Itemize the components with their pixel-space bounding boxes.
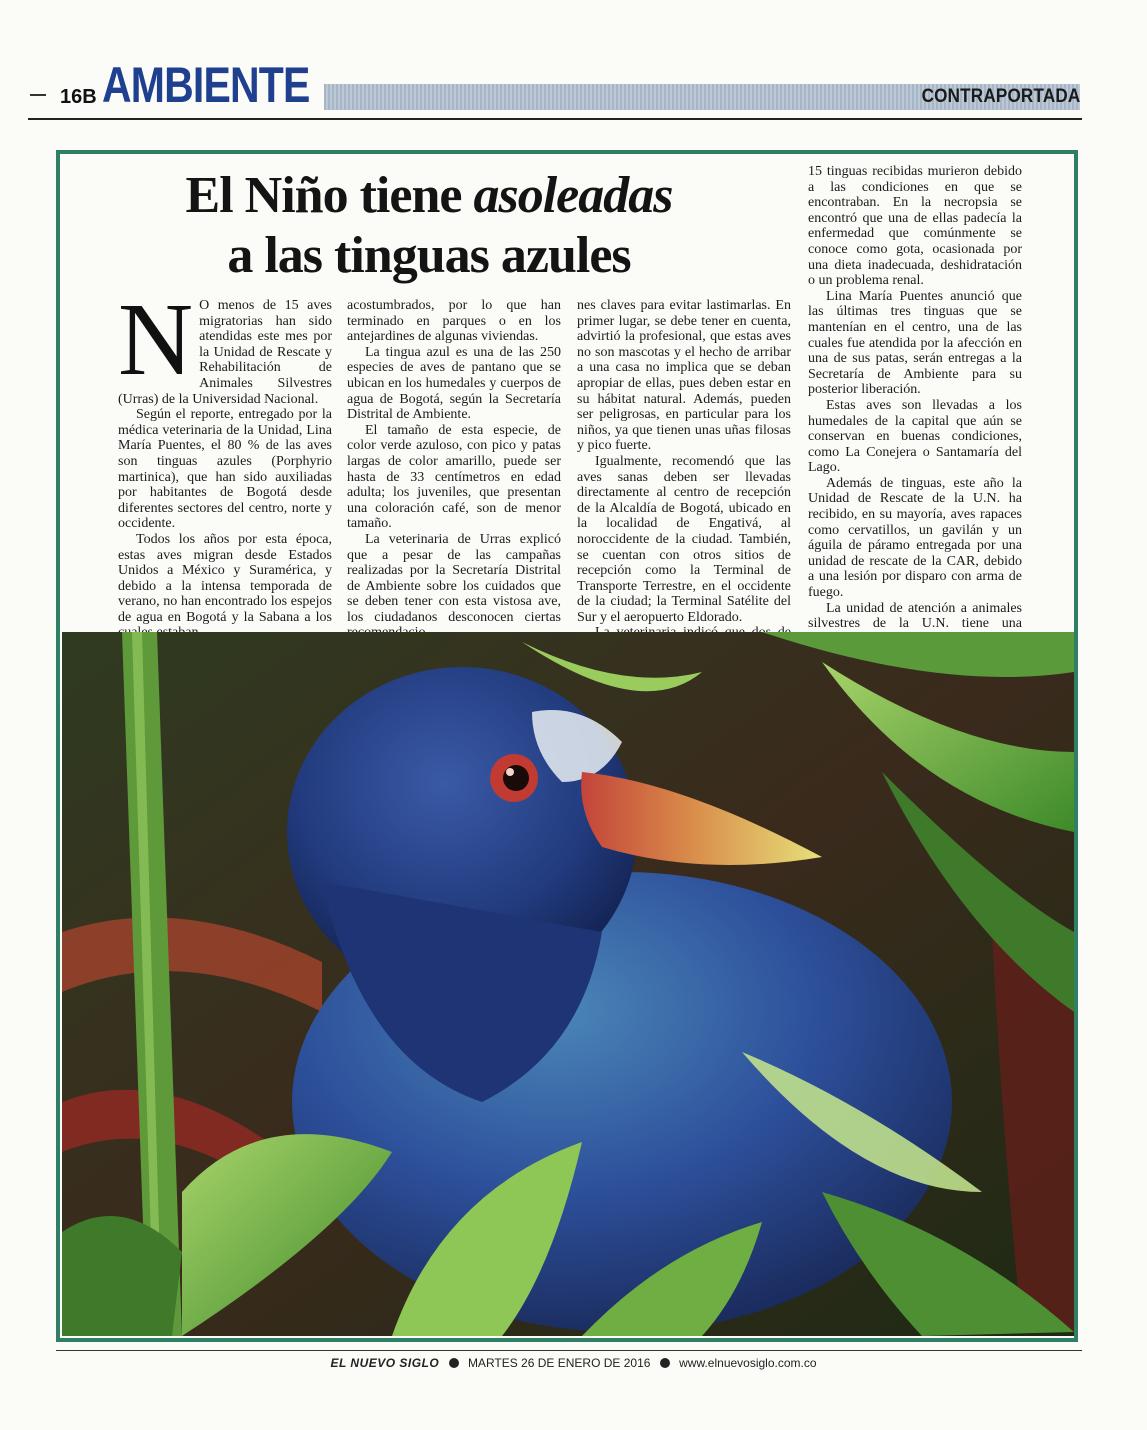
article-column-2 bbox=[347, 298, 561, 641]
section-tag: CONTRAPORTADA bbox=[921, 86, 1080, 107]
bird-photo bbox=[62, 632, 1074, 1336]
headline-part: El Niño tiene bbox=[185, 167, 462, 224]
article-column-3 bbox=[577, 298, 791, 657]
article-column-4 bbox=[808, 164, 1022, 663]
paragraph: Igualmente, recomendó que las aves sanas deben ser llevadas directamente al centro de recepción de la Alcaldía de Bogotá, ubicado en la localidad de Engativá, al noroccidente de la ciudad. También, se cuentan con otros sitios de recepción como la Terminal de Transporte Terrestre, en el occidente de la ciudad; la Terminal Satélite del Sur y el aeropuerto Eldorado. bbox=[577, 453, 791, 625]
paragraph: Estas aves son llevadas a los humedales de la capital que aún se conservan en buenas condiciones, como La Conejera o Santamaría del Lago. bbox=[808, 397, 1022, 476]
footer-date: MARTES 26 DE ENERO DE 2016 bbox=[467, 1356, 651, 1370]
paragraph: 15 tinguas recibidas murieron debido a las condiciones en que se encontraban. En la necropsia se encontró que una de ellas padecía la enfermedad que comúnmente se conoce como gota, ocasionada por una dieta inadecuada, deshidratación o un problema renal. bbox=[808, 164, 1022, 289]
page-header bbox=[28, 56, 1082, 120]
paragraph: O menos de 15 aves migratorias han sido atendidas este mes por la Unidad de Rescate y Rehabilitación de Animales Silvestres (Urras) de la Universidad Nacional. bbox=[118, 298, 332, 407]
footer-brand: EL NUEVO SIGLO bbox=[330, 1356, 440, 1370]
paragraph: nes claves para evitar lastimarlas. En primer lugar, se debe tener en cuenta, advirtió la profesional, que estas aves no son mascotas y el hecho de arribar a una casa no implica que se deban apropiar de ellas, pues deben estar en su hábitat natural. Además, pueden ser peligrosas, en particular para los niños, ya que tienen unas uñas filosas y pico fuerte. bbox=[577, 298, 791, 454]
paragraph: Además de tinguas, este año la Unidad de Rescate de la U.N. ha recibido, en su mayoría, aves rapaces como cervatillos, un gavilán y un águila de páramo entregada por una unidad de rescate de la CAR, debido a una lesión por disparo con arma de fuego. bbox=[808, 475, 1022, 601]
article-headline bbox=[64, 166, 794, 286]
paragraph: Según el reporte, entregado por la médica veterinaria de la Unidad, Lina María Puentes, el 80 % de las aves son tinguas azules (Porphyrio martinica), que han sido auxiliadas por habitantes de Bogotá desde diferentes sectores del centro, norte y occidente. bbox=[118, 407, 332, 532]
paragraph: Todos los años por esta época, estas aves migran desde Estados Unidos a México y Suramérica, y debido a la intensa temporada de verano, no han encontrado los espejos de agua en Bogotá y la Sabana a los bbox=[118, 531, 332, 625]
footer-rule bbox=[56, 1350, 1082, 1351]
paragraph: El tamaño de esta especie, de color verde azuloso, con pico y patas largas de color amarillo, puede ser hasta de 33 centímetros en edad adulta; los juveniles, que presentan una coloración café, son de menor tamaño. bbox=[347, 422, 561, 532]
section-title: AMBIENTE bbox=[102, 57, 310, 113]
drop-cap: N bbox=[118, 282, 194, 397]
headline-emphasis: asoleadas bbox=[473, 167, 673, 224]
paragraph: acostumbrados, por lo que han terminado en parques o en los antejardines de algunas viviendas. bbox=[347, 298, 561, 345]
footer-url[interactable]: www.elnuevosiglo.com.co bbox=[679, 1356, 817, 1370]
headline-line-2: a las tinguas azules bbox=[227, 227, 631, 284]
header-dash bbox=[30, 94, 46, 96]
paragraph: La tingua azul es una de las 250 especies de aves de pantano que se ubican en los humedales y cuerpos de agua de Bogotá, según la Secretaría Distrital de Ambiente. bbox=[347, 344, 561, 423]
bullet-icon bbox=[660, 1358, 670, 1368]
page-number: 16B bbox=[60, 86, 97, 108]
paragraph: La unidad de atención a animales silvestres de la U.N. tiene una bbox=[808, 600, 1022, 632]
article-column-1 bbox=[118, 282, 332, 641]
paragraph: La veterinaria de Urras explicó que a pesar de las campañas realizadas por la Secretaría Distrital de Ambiente sobre los cuidados que se deben tener con esta vistosa ave, los ciudadanos desconocen ciertas bbox=[347, 531, 561, 625]
paragraph: Lina María Puentes anunció que las últimas tres tinguas que se mantenían en el centro, una de las cuales fue atendida por la afección en una de sus patas, serán entregas a la Secretaría de Ambiente para su posterior liberación. bbox=[808, 288, 1022, 398]
page-footer bbox=[0, 1356, 1147, 1370]
bullet-icon bbox=[449, 1358, 459, 1368]
header-rule bbox=[28, 118, 1082, 120]
